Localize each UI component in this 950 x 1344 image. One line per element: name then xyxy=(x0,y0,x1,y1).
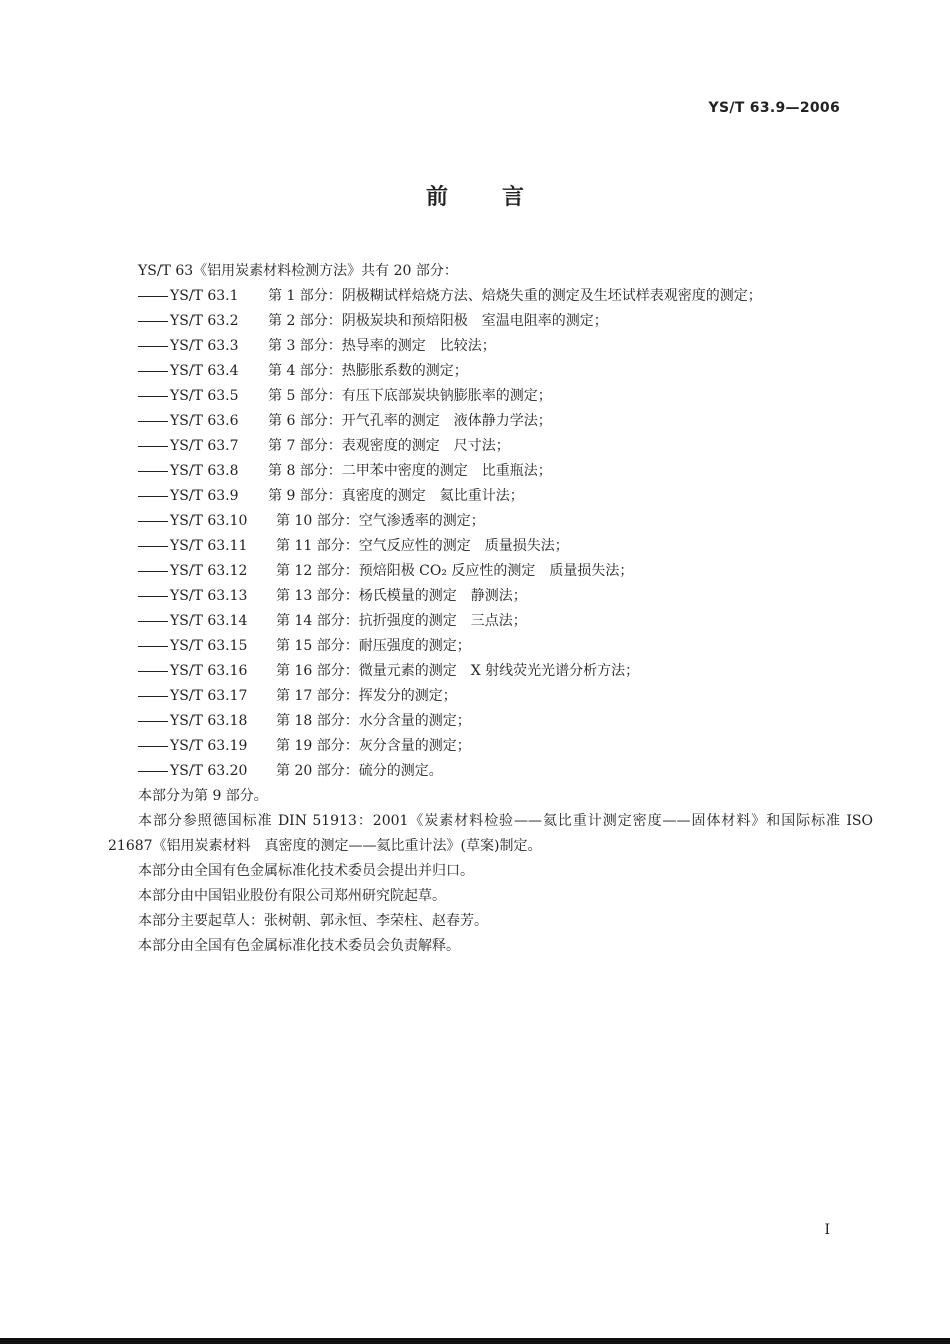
dash-mark xyxy=(138,421,168,422)
part-code: YS/T 63.5 xyxy=(170,388,239,404)
part-code: YS/T 63.13 xyxy=(170,588,248,604)
part-description: 第 11 部分：空气反应性的测定 质量损失法； xyxy=(276,538,569,554)
part-code: YS/T 63.14 xyxy=(170,613,248,629)
list-item xyxy=(108,734,843,759)
dash-mark xyxy=(138,396,168,397)
part-code: YS/T 63.8 xyxy=(170,463,239,479)
dash-mark xyxy=(138,571,168,572)
page-bottom-border xyxy=(0,1338,950,1344)
dash-mark xyxy=(138,296,168,297)
list-item xyxy=(108,284,843,309)
part-code: YS/T 63.3 xyxy=(170,338,239,354)
dash-mark xyxy=(138,596,168,597)
list-item xyxy=(108,384,843,409)
dash-mark xyxy=(138,446,168,447)
part-code: YS/T 63.7 xyxy=(170,438,239,454)
part-description: 第 19 部分：灰分含量的测定； xyxy=(276,738,471,754)
part-code: YS/T 63.2 xyxy=(170,313,239,329)
part-code: YS/T 63.12 xyxy=(170,563,248,579)
list-item xyxy=(108,559,843,584)
list-item xyxy=(108,484,843,509)
part-code: YS/T 63.15 xyxy=(170,638,248,654)
dash-mark xyxy=(138,771,168,772)
list-item xyxy=(108,334,843,359)
part-description: 第 20 部分：硫分的测定。 xyxy=(276,763,443,779)
list-item xyxy=(108,409,843,434)
dash-mark xyxy=(138,371,168,372)
part-code: YS/T 63.20 xyxy=(170,763,248,779)
part-description: 第 16 部分：微量元素的测定 X 射线荧光光谱分析方法； xyxy=(276,663,640,679)
part-code: YS/T 63.6 xyxy=(170,413,239,429)
dash-mark xyxy=(138,521,168,522)
paragraph-proposer: 本部分由全国有色金属标准化技术委员会提出并归口。 xyxy=(138,863,474,879)
standard-code: YS/T 63.9—2006 xyxy=(708,100,840,116)
part-description: 第 5 部分：有压下底部炭块钠膨胀率的测定； xyxy=(268,388,552,404)
list-item xyxy=(108,709,843,734)
dash-mark xyxy=(138,546,168,547)
dash-mark xyxy=(138,321,168,322)
part-description: 第 1 部分：阴极糊试样焙烧方法、焙烧失重的测定及生坯试样表观密度的测定； xyxy=(268,288,762,304)
part-code: YS/T 63.19 xyxy=(170,738,248,754)
part-code: YS/T 63.16 xyxy=(170,663,248,679)
part-description: 第 14 部分：抗折强度的测定 三点法； xyxy=(276,613,527,629)
list-item xyxy=(108,434,843,459)
dash-mark xyxy=(138,496,168,497)
dash-mark xyxy=(138,746,168,747)
dash-mark xyxy=(138,621,168,622)
paragraph-reference: 本部分参照德国标准 DIN 51913：2001《炭素材料检验——氦比重计测定密度——固体材料》和国际标准 ISO 21687《铝用炭素材料 真密度的测定——氦比重计法》(草案)制定。 xyxy=(108,813,873,854)
part-code: YS/T 63.18 xyxy=(170,713,248,729)
list-item xyxy=(108,309,843,334)
part-code: YS/T 63.17 xyxy=(170,688,248,704)
part-code: YS/T 63.1 xyxy=(170,288,239,304)
part-code: YS/T 63.11 xyxy=(170,538,248,554)
part-description: 第 2 部分：阴极炭块和预焙阳极 室温电阻率的测定； xyxy=(268,313,608,329)
list-item xyxy=(108,584,843,609)
dash-mark xyxy=(138,696,168,697)
part-description: 第 13 部分：杨氏模量的测定 静测法； xyxy=(276,588,527,604)
parts-list xyxy=(108,284,843,784)
list-item xyxy=(108,634,843,659)
part-description: 第 9 部分：真密度的测定 氦比重计法； xyxy=(268,488,524,504)
part-code: YS/T 63.9 xyxy=(170,488,239,504)
part-description: 第 6 部分：开气孔率的测定 液体静力学法； xyxy=(268,413,552,429)
list-item xyxy=(108,459,843,484)
list-item xyxy=(108,684,843,709)
list-item xyxy=(108,759,843,784)
dash-mark xyxy=(138,471,168,472)
document-body xyxy=(108,259,873,959)
part-description: 第 7 部分：表观密度的测定 尺寸法； xyxy=(268,438,510,454)
list-item xyxy=(108,359,843,384)
part-code: YS/T 63.10 xyxy=(170,513,248,529)
paragraph-drafter: 本部分由中国铝业股份有限公司郑州研究院起草。 xyxy=(138,888,446,904)
part-description: 第 18 部分：水分含量的测定； xyxy=(276,713,471,729)
intro-paragraph: YS/T 63《铝用炭素材料检测方法》共有 20 部分： xyxy=(138,263,458,279)
paragraph-part-number: 本部分为第 9 部分。 xyxy=(138,788,268,804)
page-title: 前言 xyxy=(425,185,578,210)
dash-mark xyxy=(138,721,168,722)
part-description: 第 3 部分：热导率的测定 比较法； xyxy=(268,338,496,354)
page-number: I xyxy=(824,1222,830,1238)
list-item xyxy=(108,534,843,559)
part-description: 第 17 部分：挥发分的测定； xyxy=(276,688,457,704)
part-description: 第 12 部分：预焙阳极 CO₂ 反应性的测定 质量损失法； xyxy=(276,563,634,579)
list-item xyxy=(108,659,843,684)
dash-mark xyxy=(138,646,168,647)
list-item xyxy=(108,509,843,534)
paragraph-authors: 本部分主要起草人：张树朝、郭永恒、李荣柱、赵春芳。 xyxy=(138,913,488,929)
paragraph-interpretation: 本部分由全国有色金属标准化技术委员会负责解释。 xyxy=(138,938,460,954)
dash-mark xyxy=(138,346,168,347)
dash-mark xyxy=(138,671,168,672)
part-description: 第 15 部分：耐压强度的测定； xyxy=(276,638,471,654)
part-description: 第 8 部分：二甲苯中密度的测定 比重瓶法； xyxy=(268,463,552,479)
part-description: 第 4 部分：热膨胀系数的测定； xyxy=(268,363,468,379)
part-description: 第 10 部分：空气渗透率的测定； xyxy=(276,513,485,529)
part-code: YS/T 63.4 xyxy=(170,363,239,379)
list-item xyxy=(108,609,843,634)
